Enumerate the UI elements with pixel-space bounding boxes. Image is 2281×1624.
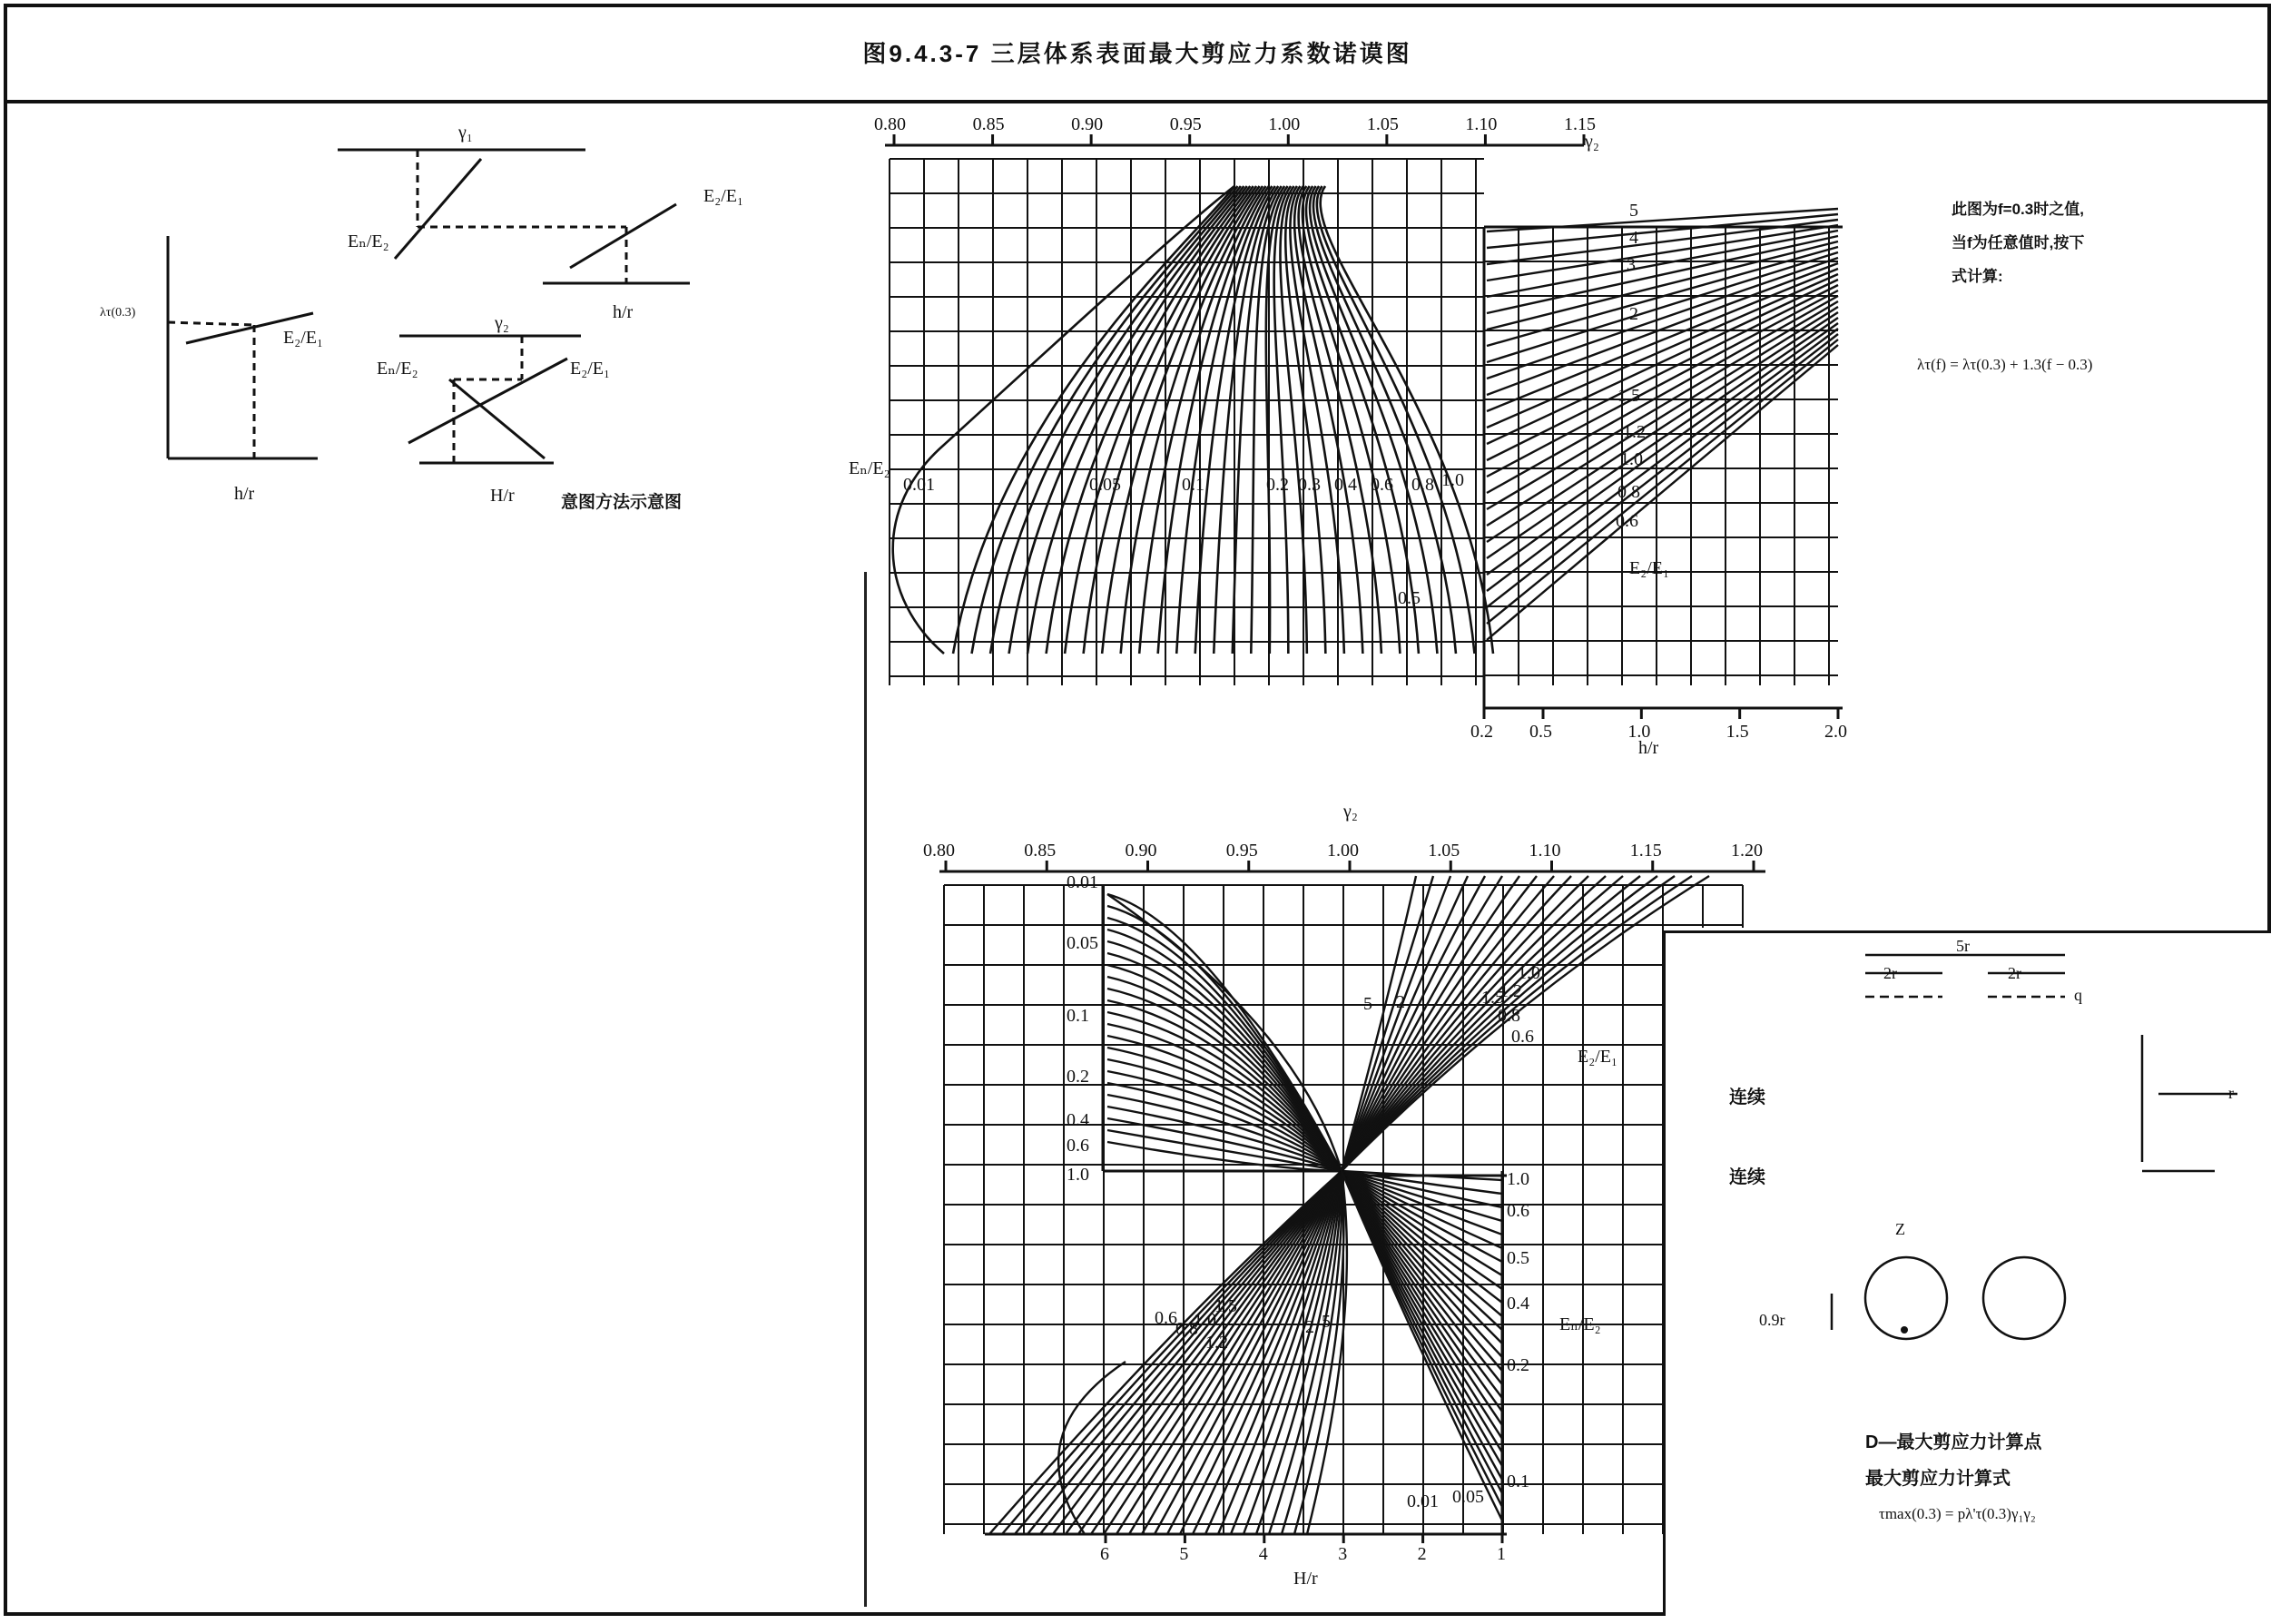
- top-tick-label-3: 0.95: [1169, 114, 1202, 134]
- bottom-tick-label-1: 0.85: [1024, 841, 1057, 861]
- bottom-gamma-label: γ₂: [1343, 802, 1358, 822]
- right-curve-label-8: 0.6: [1616, 511, 1638, 531]
- upper-fan-label-1: 2: [1396, 992, 1405, 1012]
- vertical-divider: [864, 572, 867, 1607]
- left-scale-label-5: 0.6: [1067, 1136, 1089, 1156]
- inset-2r-left: 2r: [1883, 964, 1897, 982]
- right-curve-label-6: 1.0: [1620, 449, 1643, 469]
- upper-fan-label-5: 0.8: [1498, 1006, 1520, 1026]
- left-scale-label-0: 0.01: [1067, 872, 1098, 892]
- hr-tick-label-4: 2.0: [1824, 722, 1847, 742]
- bottom-tick-label-7: 1.15: [1629, 841, 1662, 861]
- lower-fan-label-4: 1.5: [1214, 1296, 1237, 1316]
- right-curve-label-5: 1.2: [1623, 422, 1646, 442]
- inset-formula-title: 最大剪应力计算式: [1865, 1469, 2011, 1489]
- Hr-tick-label-5: 1: [1497, 1544, 1506, 1564]
- inset-5r: 5r: [1956, 937, 1970, 955]
- top-gamma-label: γ₂: [1585, 132, 1599, 152]
- inset-point-desc: D—最大剪应力计算点: [1865, 1432, 2042, 1452]
- inset-continuous-1: 连续: [1729, 1088, 1765, 1107]
- top-tick-label-4: 1.00: [1268, 114, 1301, 134]
- top-fan-label-0: 0.01: [903, 475, 935, 495]
- schematic-lambda: λτ(0.3): [100, 306, 136, 320]
- lower-fan-label-2: 1.0: [1194, 1310, 1216, 1330]
- upper-fan-label-6: 0.6: [1511, 1027, 1534, 1047]
- bottom-right-label-lower: Eₙ/E₂: [1559, 1314, 1601, 1334]
- bottom-right-label-upper: E₂/E₁: [1578, 1047, 1617, 1067]
- right-scale-label-3: 0.4: [1507, 1294, 1529, 1314]
- note-line-2: 当f为任意值时,按下: [1952, 234, 2085, 251]
- upper-fan-label-3: 1.2: [1499, 981, 1522, 1001]
- top-left-label: Eₙ/E₂: [849, 458, 890, 478]
- note-line-1: 此图为f=0.3时之值,: [1952, 201, 2084, 218]
- schematic-gamma1: γ₁: [458, 123, 473, 143]
- schematic-hr-a: h/r: [613, 302, 634, 322]
- bottom-curve-label-1: 0.05: [1452, 1487, 1484, 1507]
- Hr-tick-label-3: 3: [1338, 1544, 1348, 1564]
- Hr-axis-label: H/r: [1293, 1569, 1318, 1589]
- hr-tick-label-2: 1.0: [1627, 722, 1651, 742]
- title-bar: [4, 4, 2271, 103]
- Hr-tick-label-1: 5: [1179, 1544, 1189, 1564]
- bottom-tick-label-8: 1.20: [1731, 841, 1763, 861]
- right-curve-label-0: 5: [1629, 201, 1638, 221]
- Hr-tick-label-2: 4: [1258, 1544, 1268, 1564]
- right-curve-label-2: 3: [1627, 255, 1636, 275]
- schematic-e2e1-c: E₂/E₁: [570, 359, 610, 379]
- lower-fan-label-6: 5: [1322, 1312, 1331, 1332]
- left-scale-label-3: 0.2: [1067, 1067, 1089, 1087]
- schematic-e2e1-a: E₂/E₁: [703, 186, 743, 206]
- bottom-tick-label-0: 0.80: [923, 841, 955, 861]
- top-fan-label-5: 0.4: [1334, 475, 1357, 495]
- bottom-tick-label-2: 0.90: [1125, 841, 1157, 861]
- lower-fan-label-0: 0.6: [1155, 1308, 1177, 1328]
- Hr-tick-label-4: 2: [1417, 1544, 1427, 1564]
- schematic-Hr: H/r: [490, 486, 515, 506]
- left-scale-label-1: 0.05: [1067, 933, 1098, 953]
- right-scale-label-2: 0.5: [1507, 1248, 1529, 1268]
- hr-tick-label-0: 0.2: [1470, 722, 1493, 742]
- top-fan-label-9: 0.5: [1398, 588, 1421, 608]
- bottom-tick-label-3: 0.95: [1225, 841, 1258, 861]
- bottom-tick-label-5: 1.05: [1428, 841, 1460, 861]
- right-curve-label-3: 2: [1629, 304, 1638, 324]
- left-scale-label-2: 0.1: [1067, 1006, 1089, 1026]
- lower-fan-label-1: 0.8: [1175, 1319, 1198, 1339]
- lower-fan-label-5: 2: [1305, 1317, 1314, 1337]
- schematic-ene2-b: Eₙ/E₂: [377, 359, 418, 379]
- right-scale-label-4: 0.2: [1507, 1355, 1529, 1375]
- inset-q: q: [2074, 986, 2082, 1004]
- right-curve-label-4: 1.5: [1617, 386, 1640, 406]
- schematic-gamma2: γ₂: [495, 313, 509, 333]
- right-scale-label-0: 1.0: [1507, 1169, 1529, 1189]
- figure-title: 图9.4.3-7 三层体系表面最大剪应力系数诺谟图: [862, 39, 1412, 67]
- inset-continuous-2: 连续: [1729, 1167, 1765, 1187]
- lower-fan-label-3: 1.2: [1205, 1333, 1228, 1353]
- schematic-hr-b: h/r: [234, 484, 255, 504]
- bottom-curve-label-0: 0.01: [1407, 1491, 1439, 1511]
- top-fan-label-2: 0.1: [1182, 475, 1204, 495]
- inset-depth: 0.9r: [1759, 1311, 1785, 1329]
- top-fan-label-1: 0.05: [1089, 475, 1121, 495]
- top-tick-label-7: 1.15: [1564, 114, 1596, 134]
- schematic-caption: 意图方法示意图: [561, 493, 683, 512]
- top-tick-label-6: 1.10: [1465, 114, 1498, 134]
- bottom-tick-label-6: 1.10: [1529, 841, 1561, 861]
- inset-2r-right: 2r: [2008, 964, 2021, 982]
- upper-fan-label-4: 1.0: [1518, 963, 1540, 983]
- hr-tick-label-3: 1.5: [1725, 722, 1749, 742]
- top-fan-label-4: 0.3: [1298, 475, 1321, 495]
- top-tick-label-5: 1.05: [1366, 114, 1399, 134]
- note-formula: λτ(f) = λτ(0.3) + 1.3(f − 0.3): [1917, 356, 2093, 373]
- note-line-3: 式计算:: [1952, 268, 2003, 285]
- right-curve-label-7: 0.8: [1617, 482, 1640, 502]
- right-scale-label-5: 0.1: [1507, 1471, 1529, 1491]
- upper-fan-label-2: 1.5: [1481, 988, 1504, 1008]
- top-tick-label-0: 0.80: [874, 114, 906, 134]
- left-scale-label-4: 0.4: [1067, 1110, 1089, 1130]
- hr-axis-label: h/r: [1638, 738, 1659, 758]
- upper-fan-label-0: 5: [1363, 994, 1372, 1014]
- inset-z: Z: [1895, 1220, 1905, 1238]
- schematic-ene2-a: Eₙ/E₂: [348, 231, 389, 251]
- left-scale-label-6: 1.0: [1067, 1165, 1089, 1185]
- inset-formula: τmax(0.3) = pλ'τ(0.3)γ₁γ₂: [1879, 1505, 2036, 1522]
- top-fan-label-6: 0.6: [1371, 475, 1393, 495]
- note-block: [1952, 192, 2224, 293]
- hr-tick-label-1: 0.5: [1529, 722, 1552, 742]
- top-tick-label-2: 0.90: [1071, 114, 1104, 134]
- top-right-label: E₂/E₁: [1629, 558, 1669, 578]
- Hr-tick-label-0: 6: [1100, 1544, 1109, 1564]
- right-curve-label-1: 4: [1629, 228, 1638, 248]
- top-fan-label-8: 1.0: [1441, 470, 1464, 490]
- top-fan-label-7: 0.8: [1411, 475, 1434, 495]
- bottom-tick-label-4: 1.00: [1327, 841, 1359, 861]
- right-scale-label-1: 0.6: [1507, 1201, 1529, 1221]
- top-fan-label-3: 0.2: [1266, 475, 1289, 495]
- schematic-e2e1-b: E₂/E₁: [283, 328, 323, 348]
- top-tick-label-1: 0.85: [972, 114, 1005, 134]
- inset-r: r: [2228, 1084, 2234, 1102]
